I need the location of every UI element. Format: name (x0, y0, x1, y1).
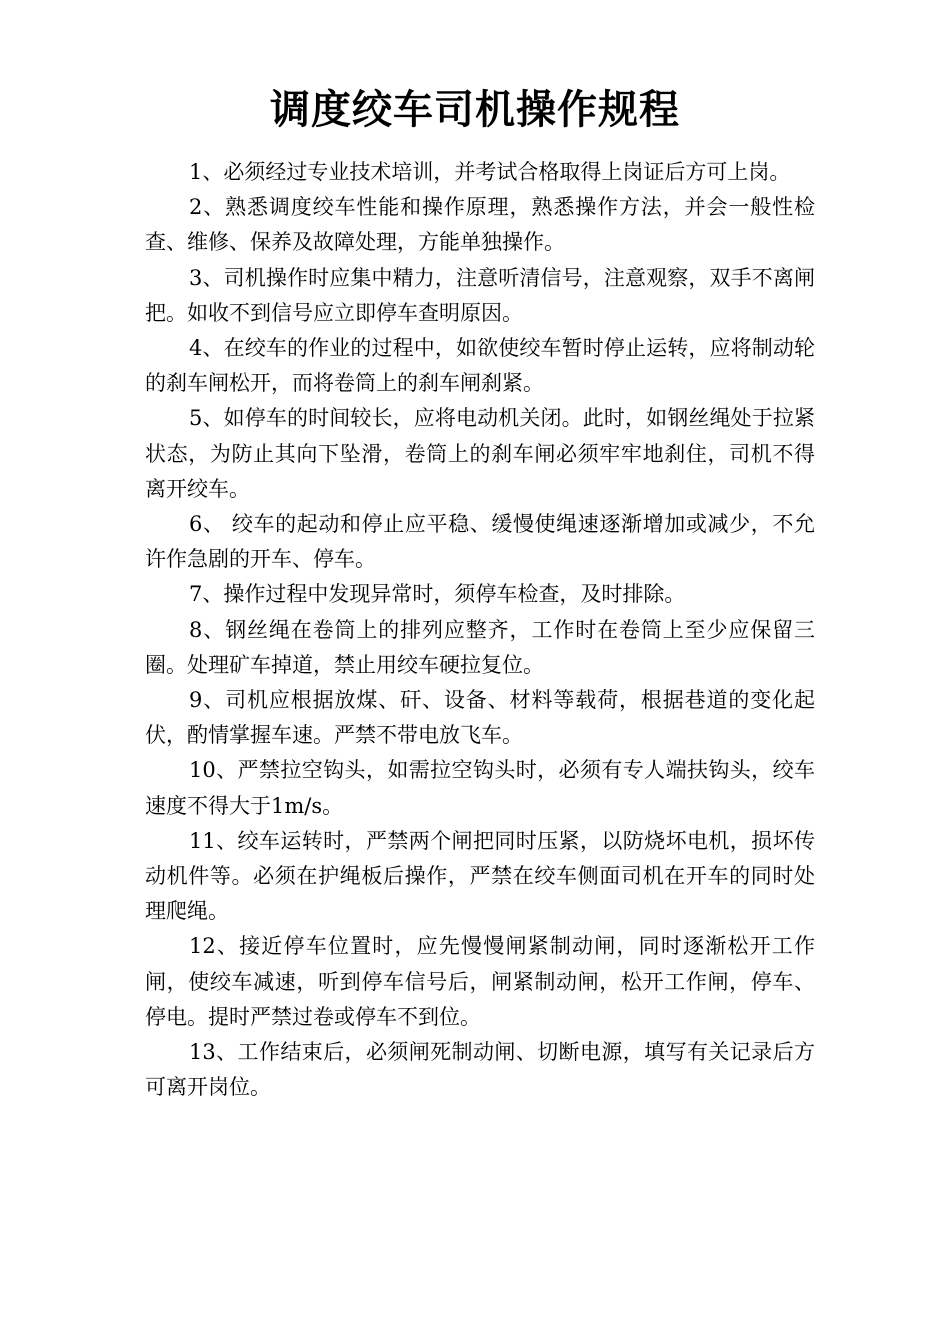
clause-12: 12、接近停车位置时，应先慢慢闸紧制动闸，同时逐渐松开工作闸，使绞车减速，听到停车信号后，闸紧制动闸，松开工作闸，停车、停电。提时严禁过卷或停车不到位。 (145, 934, 815, 1029)
clause-2: 2、熟悉调度绞车性能和操作原理，熟悉操作方法，并会一般性检查、维修、保养及故障处理，方能单独操作。 (145, 195, 815, 255)
clause-10: 10、严禁拉空钩头，如需拉空钩头时，必须有专人端扶钩头，绞车速度不得大于1m/s。 (145, 758, 815, 818)
clause-8: 8、钢丝绳在卷筒上的排列应整齐，工作时在卷筒上至少应保留三圈。处理矿车掉道，禁止用绞车硬拉复位。 (145, 617, 815, 677)
clause-13: 13、工作结束后，必须闸死制动闸、切断电源，填写有关记录后方可离开岗位。 (145, 1040, 815, 1100)
clause-4: 4、在绞车的作业的过程中，如欲使绞车暂时停止运转，应将制动轮的刹车闸松开，而将卷筒上的刹车闸刹紧。 (145, 336, 815, 396)
clause-7: 7、操作过程中发现异常时，须停车检查，及时排除。 (189, 582, 686, 607)
clause-3: 3、司机操作时应集中精力，注意听清信号，注意观察，双手不离闸把。如收不到信号应立即停车查明原因。 (145, 265, 815, 325)
document-body (145, 155, 815, 1105)
clause-11: 11、绞车运转时，严禁两个闸把同时压紧，以防烧坏电机，损坏传动机件等。必须在护绳板后操作，严禁在绞车侧面司机在开车的同时处理爬绳。 (145, 828, 815, 924)
clause-5: 5、如停车的时间较长，应将电动机关闭。此时，如钢丝绳处于拉紧状态，为防止其向下坠滑，卷筒上的刹车闸必须牢牢地刹住，司机不得离开绞车。 (145, 406, 815, 501)
document-title: 调度绞车司机操作规程 (270, 87, 680, 133)
clause-1: 1、必须经过专业技术培训，并考试合格取得上岗证后方可上岗。 (189, 160, 791, 184)
clause-9: 9、司机应根据放煤、矸、设备、材料等载荷，根据巷道的变化起伏，酌情掌握车速。严禁不带电放飞车。 (145, 688, 815, 748)
clause-6: 6、 绞车的起动和停止应平稳、缓慢使绳速逐渐增加或减少，不允许作急剧的开车、停车。 (145, 512, 815, 572)
